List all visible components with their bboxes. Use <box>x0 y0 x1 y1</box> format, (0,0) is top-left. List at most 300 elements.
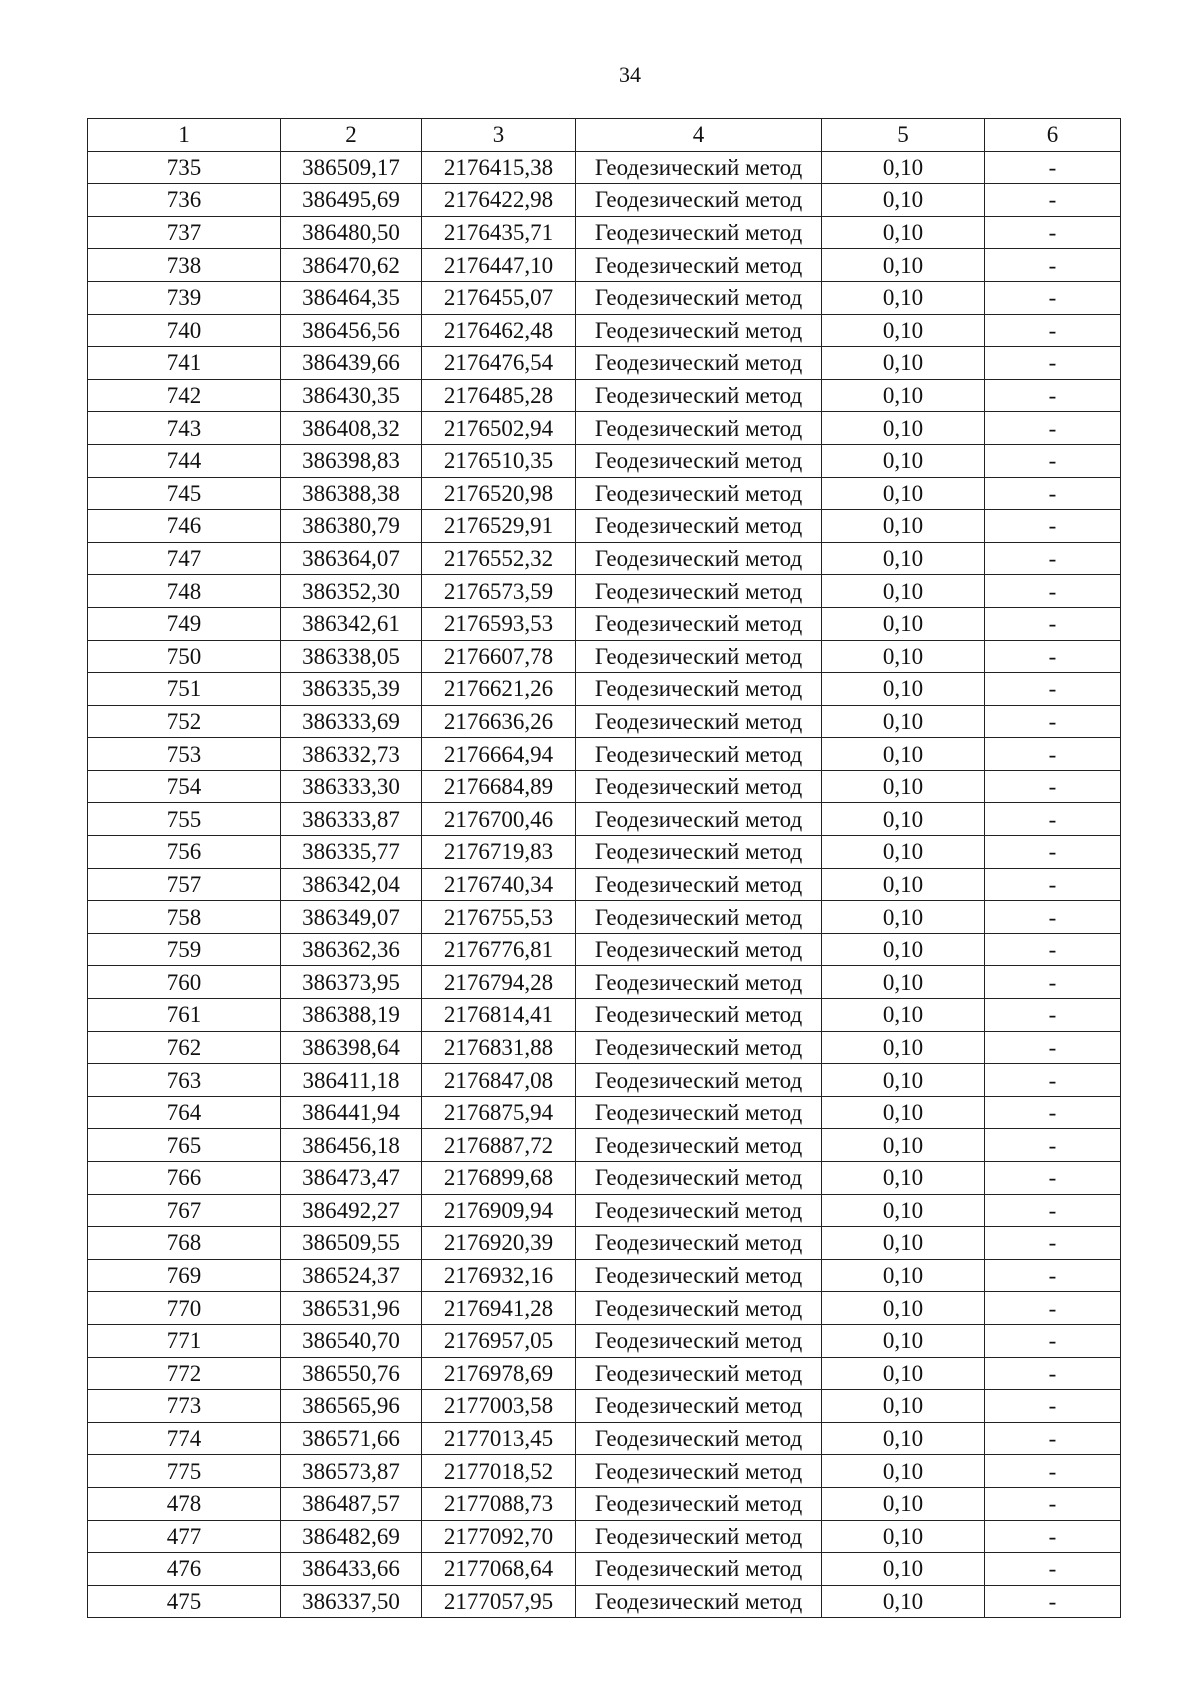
x-coordinate-cell: 386473,47 <box>281 1162 422 1195</box>
point-number-cell: 772 <box>88 1357 281 1390</box>
point-number-cell: 769 <box>88 1259 281 1292</box>
table-body <box>88 151 1121 1618</box>
x-coordinate-cell: 386398,64 <box>281 1031 422 1064</box>
remark-cell: - <box>985 379 1121 412</box>
point-number-cell: 743 <box>88 412 281 445</box>
header-cell-5: 5 <box>822 119 985 152</box>
y-coordinate-cell: 2176776,81 <box>422 933 576 966</box>
accuracy-cell: 0,10 <box>822 1031 985 1064</box>
method-cell: Геодезический метод <box>576 510 822 543</box>
table-row <box>88 444 1121 477</box>
accuracy-cell: 0,10 <box>822 1422 985 1455</box>
table-row <box>88 999 1121 1032</box>
y-coordinate-cell: 2177068,64 <box>422 1553 576 1586</box>
y-coordinate-cell: 2176593,53 <box>422 607 576 640</box>
x-coordinate-cell: 386411,18 <box>281 1064 422 1097</box>
method-cell: Геодезический метод <box>576 1096 822 1129</box>
table-row <box>88 966 1121 999</box>
method-cell: Геодезический метод <box>576 216 822 249</box>
table-row <box>88 1064 1121 1097</box>
point-number-cell: 737 <box>88 216 281 249</box>
y-coordinate-cell: 2176447,10 <box>422 249 576 282</box>
method-cell: Геодезический метод <box>576 542 822 575</box>
y-coordinate-cell: 2176684,89 <box>422 770 576 803</box>
remark-cell: - <box>985 770 1121 803</box>
accuracy-cell: 0,10 <box>822 868 985 901</box>
table-row <box>88 1259 1121 1292</box>
point-number-cell: 770 <box>88 1292 281 1325</box>
accuracy-cell: 0,10 <box>822 347 985 380</box>
method-cell: Геодезический метод <box>576 1520 822 1553</box>
table-row <box>88 1194 1121 1227</box>
accuracy-cell: 0,10 <box>822 738 985 771</box>
accuracy-cell: 0,10 <box>822 1227 985 1260</box>
accuracy-cell: 0,10 <box>822 1487 985 1520</box>
y-coordinate-cell: 2176932,16 <box>422 1259 576 1292</box>
accuracy-cell: 0,10 <box>822 1096 985 1129</box>
remark-cell: - <box>985 705 1121 738</box>
point-number-cell: 765 <box>88 1129 281 1162</box>
x-coordinate-cell: 386464,35 <box>281 281 422 314</box>
page-number: 34 <box>619 62 641 87</box>
x-coordinate-cell: 386565,96 <box>281 1390 422 1423</box>
method-cell: Геодезический метод <box>576 607 822 640</box>
table-row <box>88 151 1121 184</box>
x-coordinate-cell: 386456,56 <box>281 314 422 347</box>
method-cell: Геодезический метод <box>576 836 822 869</box>
point-number-cell: 771 <box>88 1324 281 1357</box>
point-number-cell: 749 <box>88 607 281 640</box>
x-coordinate-cell: 386337,50 <box>281 1585 422 1618</box>
accuracy-cell: 0,10 <box>822 216 985 249</box>
method-cell: Геодезический метод <box>576 314 822 347</box>
y-coordinate-cell: 2177057,95 <box>422 1585 576 1618</box>
table-row <box>88 1031 1121 1064</box>
remark-cell: - <box>985 216 1121 249</box>
x-coordinate-cell: 386380,79 <box>281 510 422 543</box>
point-number-cell: 740 <box>88 314 281 347</box>
x-coordinate-cell: 386333,87 <box>281 803 422 836</box>
table-row <box>88 477 1121 510</box>
method-cell: Геодезический метод <box>576 1553 822 1586</box>
point-number-cell: 773 <box>88 1390 281 1423</box>
method-cell: Геодезический метод <box>576 412 822 445</box>
point-number-cell: 766 <box>88 1162 281 1195</box>
remark-cell: - <box>985 510 1121 543</box>
table-row <box>88 770 1121 803</box>
x-coordinate-cell: 386342,61 <box>281 607 422 640</box>
table-row <box>88 1162 1121 1195</box>
point-number-cell: 738 <box>88 249 281 282</box>
y-coordinate-cell: 2177018,52 <box>422 1455 576 1488</box>
table-row <box>88 575 1121 608</box>
y-coordinate-cell: 2176831,88 <box>422 1031 576 1064</box>
remark-cell: - <box>985 184 1121 217</box>
remark-cell: - <box>985 347 1121 380</box>
header-cell-6: 6 <box>985 119 1121 152</box>
y-coordinate-cell: 2176957,05 <box>422 1324 576 1357</box>
remark-cell: - <box>985 933 1121 966</box>
header-cell-3: 3 <box>422 119 576 152</box>
table-row <box>88 379 1121 412</box>
table-row <box>88 249 1121 282</box>
point-number-cell: 477 <box>88 1520 281 1553</box>
header-cell-4: 4 <box>576 119 822 152</box>
table-row <box>88 314 1121 347</box>
y-coordinate-cell: 2177003,58 <box>422 1390 576 1423</box>
remark-cell: - <box>985 1553 1121 1586</box>
method-cell: Геодезический метод <box>576 673 822 706</box>
point-number-cell: 761 <box>88 999 281 1032</box>
point-number-cell: 767 <box>88 1194 281 1227</box>
point-number-cell: 759 <box>88 933 281 966</box>
x-coordinate-cell: 386524,37 <box>281 1259 422 1292</box>
point-number-cell: 774 <box>88 1422 281 1455</box>
accuracy-cell: 0,10 <box>822 314 985 347</box>
remark-cell: - <box>985 314 1121 347</box>
method-cell: Геодезический метод <box>576 1227 822 1260</box>
y-coordinate-cell: 2176573,59 <box>422 575 576 608</box>
header-cell-2: 2 <box>281 119 422 152</box>
x-coordinate-cell: 386550,76 <box>281 1357 422 1390</box>
x-coordinate-cell: 386487,57 <box>281 1487 422 1520</box>
x-coordinate-cell: 386509,55 <box>281 1227 422 1260</box>
accuracy-cell: 0,10 <box>822 477 985 510</box>
point-number-cell: 760 <box>88 966 281 999</box>
table-row <box>88 607 1121 640</box>
remark-cell: - <box>985 607 1121 640</box>
method-cell: Геодезический метод <box>576 1259 822 1292</box>
remark-cell: - <box>985 1357 1121 1390</box>
method-cell: Геодезический метод <box>576 1162 822 1195</box>
method-cell: Геодезический метод <box>576 184 822 217</box>
method-cell: Геодезический метод <box>576 477 822 510</box>
y-coordinate-cell: 2176920,39 <box>422 1227 576 1260</box>
method-cell: Геодезический метод <box>576 640 822 673</box>
x-coordinate-cell: 386441,94 <box>281 1096 422 1129</box>
accuracy-cell: 0,10 <box>822 1455 985 1488</box>
accuracy-cell: 0,10 <box>822 1520 985 1553</box>
table-row <box>88 1422 1121 1455</box>
remark-cell: - <box>985 1194 1121 1227</box>
point-number-cell: 755 <box>88 803 281 836</box>
point-number-cell: 741 <box>88 347 281 380</box>
method-cell: Геодезический метод <box>576 901 822 934</box>
point-number-cell: 753 <box>88 738 281 771</box>
remark-cell: - <box>985 1487 1121 1520</box>
remark-cell: - <box>985 1031 1121 1064</box>
y-coordinate-cell: 2176978,69 <box>422 1357 576 1390</box>
y-coordinate-cell: 2176899,68 <box>422 1162 576 1195</box>
method-cell: Геодезический метод <box>576 1585 822 1618</box>
x-coordinate-cell: 386362,36 <box>281 933 422 966</box>
table-row <box>88 836 1121 869</box>
remark-cell: - <box>985 542 1121 575</box>
table-row <box>88 1455 1121 1488</box>
table-row <box>88 1585 1121 1618</box>
x-coordinate-cell: 386540,70 <box>281 1324 422 1357</box>
accuracy-cell: 0,10 <box>822 281 985 314</box>
x-coordinate-cell: 386480,50 <box>281 216 422 249</box>
point-number-cell: 762 <box>88 1031 281 1064</box>
remark-cell: - <box>985 575 1121 608</box>
point-number-cell: 758 <box>88 901 281 934</box>
remark-cell: - <box>985 1162 1121 1195</box>
remark-cell: - <box>985 901 1121 934</box>
method-cell: Геодезический метод <box>576 444 822 477</box>
remark-cell: - <box>985 281 1121 314</box>
method-cell: Геодезический метод <box>576 151 822 184</box>
table-row <box>88 1390 1121 1423</box>
method-cell: Геодезический метод <box>576 705 822 738</box>
y-coordinate-cell: 2176422,98 <box>422 184 576 217</box>
table-row <box>88 216 1121 249</box>
accuracy-cell: 0,10 <box>822 510 985 543</box>
y-coordinate-cell: 2176455,07 <box>422 281 576 314</box>
y-coordinate-cell: 2176664,94 <box>422 738 576 771</box>
accuracy-cell: 0,10 <box>822 1553 985 1586</box>
header-row <box>88 119 1121 152</box>
point-number-cell: 775 <box>88 1455 281 1488</box>
table-row <box>88 347 1121 380</box>
accuracy-cell: 0,10 <box>822 1324 985 1357</box>
y-coordinate-cell: 2176502,94 <box>422 412 576 445</box>
method-cell: Геодезический метод <box>576 1422 822 1455</box>
y-coordinate-cell: 2176909,94 <box>422 1194 576 1227</box>
table-row <box>88 738 1121 771</box>
accuracy-cell: 0,10 <box>822 836 985 869</box>
x-coordinate-cell: 386470,62 <box>281 249 422 282</box>
accuracy-cell: 0,10 <box>822 1357 985 1390</box>
y-coordinate-cell: 2176462,48 <box>422 314 576 347</box>
y-coordinate-cell: 2176520,98 <box>422 477 576 510</box>
remark-cell: - <box>985 1129 1121 1162</box>
table-row <box>88 640 1121 673</box>
table-row <box>88 1292 1121 1325</box>
y-coordinate-cell: 2176740,34 <box>422 868 576 901</box>
y-coordinate-cell: 2177092,70 <box>422 1520 576 1553</box>
remark-cell: - <box>985 640 1121 673</box>
y-coordinate-cell: 2176476,54 <box>422 347 576 380</box>
accuracy-cell: 0,10 <box>822 444 985 477</box>
accuracy-cell: 0,10 <box>822 933 985 966</box>
method-cell: Геодезический метод <box>576 1487 822 1520</box>
point-number-cell: 742 <box>88 379 281 412</box>
remark-cell: - <box>985 999 1121 1032</box>
remark-cell: - <box>985 477 1121 510</box>
accuracy-cell: 0,10 <box>822 1194 985 1227</box>
x-coordinate-cell: 386456,18 <box>281 1129 422 1162</box>
remark-cell: - <box>985 1390 1121 1423</box>
accuracy-cell: 0,10 <box>822 542 985 575</box>
accuracy-cell: 0,10 <box>822 705 985 738</box>
x-coordinate-cell: 386388,38 <box>281 477 422 510</box>
accuracy-cell: 0,10 <box>822 803 985 836</box>
remark-cell: - <box>985 836 1121 869</box>
y-coordinate-cell: 2177088,73 <box>422 1487 576 1520</box>
table-row <box>88 868 1121 901</box>
method-cell: Геодезический метод <box>576 868 822 901</box>
point-number-cell: 739 <box>88 281 281 314</box>
method-cell: Геодезический метод <box>576 281 822 314</box>
x-coordinate-cell: 386571,66 <box>281 1422 422 1455</box>
y-coordinate-cell: 2176719,83 <box>422 836 576 869</box>
x-coordinate-cell: 386335,39 <box>281 673 422 706</box>
accuracy-cell: 0,10 <box>822 1292 985 1325</box>
point-number-cell: 748 <box>88 575 281 608</box>
remark-cell: - <box>985 1585 1121 1618</box>
x-coordinate-cell: 386373,95 <box>281 966 422 999</box>
point-number-cell: 736 <box>88 184 281 217</box>
method-cell: Геодезический метод <box>576 933 822 966</box>
accuracy-cell: 0,10 <box>822 575 985 608</box>
accuracy-cell: 0,10 <box>822 770 985 803</box>
y-coordinate-cell: 2176700,46 <box>422 803 576 836</box>
y-coordinate-cell: 2176847,08 <box>422 1064 576 1097</box>
point-number-cell: 478 <box>88 1487 281 1520</box>
point-number-cell: 752 <box>88 705 281 738</box>
accuracy-cell: 0,10 <box>822 640 985 673</box>
remark-cell: - <box>985 444 1121 477</box>
x-coordinate-cell: 386531,96 <box>281 1292 422 1325</box>
x-coordinate-cell: 386352,30 <box>281 575 422 608</box>
table-row <box>88 1324 1121 1357</box>
accuracy-cell: 0,10 <box>822 151 985 184</box>
y-coordinate-cell: 2176636,26 <box>422 705 576 738</box>
x-coordinate-cell: 386333,69 <box>281 705 422 738</box>
table-row <box>88 673 1121 706</box>
table-row <box>88 901 1121 934</box>
x-coordinate-cell: 386335,77 <box>281 836 422 869</box>
remark-cell: - <box>985 1064 1121 1097</box>
table-row <box>88 1227 1121 1260</box>
point-number-cell: 757 <box>88 868 281 901</box>
x-coordinate-cell: 386439,66 <box>281 347 422 380</box>
y-coordinate-cell: 2176510,35 <box>422 444 576 477</box>
method-cell: Геодезический метод <box>576 1455 822 1488</box>
table-row <box>88 1129 1121 1162</box>
accuracy-cell: 0,10 <box>822 184 985 217</box>
remark-cell: - <box>985 249 1121 282</box>
y-coordinate-cell: 2176435,71 <box>422 216 576 249</box>
point-number-cell: 750 <box>88 640 281 673</box>
accuracy-cell: 0,10 <box>822 1064 985 1097</box>
x-coordinate-cell: 386398,83 <box>281 444 422 477</box>
point-number-cell: 745 <box>88 477 281 510</box>
table-row <box>88 803 1121 836</box>
remark-cell: - <box>985 1292 1121 1325</box>
x-coordinate-cell: 386433,66 <box>281 1553 422 1586</box>
table-row <box>88 705 1121 738</box>
remark-cell: - <box>985 1455 1121 1488</box>
remark-cell: - <box>985 1259 1121 1292</box>
x-coordinate-cell: 386338,05 <box>281 640 422 673</box>
x-coordinate-cell: 386349,07 <box>281 901 422 934</box>
x-coordinate-cell: 386509,17 <box>281 151 422 184</box>
method-cell: Геодезический метод <box>576 770 822 803</box>
method-cell: Геодезический метод <box>576 966 822 999</box>
method-cell: Геодезический метод <box>576 249 822 282</box>
x-coordinate-cell: 386495,69 <box>281 184 422 217</box>
remark-cell: - <box>985 1096 1121 1129</box>
y-coordinate-cell: 2176529,91 <box>422 510 576 543</box>
table-row <box>88 1553 1121 1586</box>
table-row <box>88 933 1121 966</box>
method-cell: Геодезический метод <box>576 1031 822 1064</box>
table-row <box>88 542 1121 575</box>
accuracy-cell: 0,10 <box>822 1390 985 1423</box>
y-coordinate-cell: 2176621,26 <box>422 673 576 706</box>
method-cell: Геодезический метод <box>576 803 822 836</box>
accuracy-cell: 0,10 <box>822 1162 985 1195</box>
accuracy-cell: 0,10 <box>822 607 985 640</box>
y-coordinate-cell: 2176814,41 <box>422 999 576 1032</box>
method-cell: Геодезический метод <box>576 1129 822 1162</box>
point-number-cell: 763 <box>88 1064 281 1097</box>
table-header <box>88 119 1121 152</box>
method-cell: Геодезический метод <box>576 1390 822 1423</box>
method-cell: Геодезический метод <box>576 1324 822 1357</box>
method-cell: Геодезический метод <box>576 1292 822 1325</box>
x-coordinate-cell: 386482,69 <box>281 1520 422 1553</box>
point-number-cell: 747 <box>88 542 281 575</box>
remark-cell: - <box>985 673 1121 706</box>
x-coordinate-cell: 386573,87 <box>281 1455 422 1488</box>
point-number-cell: 475 <box>88 1585 281 1618</box>
method-cell: Геодезический метод <box>576 999 822 1032</box>
accuracy-cell: 0,10 <box>822 673 985 706</box>
y-coordinate-cell: 2176415,38 <box>422 151 576 184</box>
header-cell-1: 1 <box>88 119 281 152</box>
table-row <box>88 1096 1121 1129</box>
accuracy-cell: 0,10 <box>822 999 985 1032</box>
point-number-cell: 754 <box>88 770 281 803</box>
accuracy-cell: 0,10 <box>822 1585 985 1618</box>
remark-cell: - <box>985 151 1121 184</box>
method-cell: Геодезический метод <box>576 1064 822 1097</box>
remark-cell: - <box>985 868 1121 901</box>
y-coordinate-cell: 2176755,53 <box>422 901 576 934</box>
y-coordinate-cell: 2176552,32 <box>422 542 576 575</box>
accuracy-cell: 0,10 <box>822 1129 985 1162</box>
x-coordinate-cell: 386364,07 <box>281 542 422 575</box>
x-coordinate-cell: 386332,73 <box>281 738 422 771</box>
point-number-cell: 476 <box>88 1553 281 1586</box>
table-row <box>88 184 1121 217</box>
y-coordinate-cell: 2176887,72 <box>422 1129 576 1162</box>
accuracy-cell: 0,10 <box>822 412 985 445</box>
table-row <box>88 1357 1121 1390</box>
method-cell: Геодезический метод <box>576 1357 822 1390</box>
x-coordinate-cell: 386408,32 <box>281 412 422 445</box>
table-row <box>88 281 1121 314</box>
point-number-cell: 751 <box>88 673 281 706</box>
remark-cell: - <box>985 966 1121 999</box>
x-coordinate-cell: 386388,19 <box>281 999 422 1032</box>
remark-cell: - <box>985 738 1121 771</box>
coordinates-table <box>87 118 1121 1618</box>
x-coordinate-cell: 386492,27 <box>281 1194 422 1227</box>
point-number-cell: 768 <box>88 1227 281 1260</box>
y-coordinate-cell: 2176875,94 <box>422 1096 576 1129</box>
table-row <box>88 412 1121 445</box>
table-row <box>88 510 1121 543</box>
accuracy-cell: 0,10 <box>822 966 985 999</box>
remark-cell: - <box>985 1324 1121 1357</box>
point-number-cell: 764 <box>88 1096 281 1129</box>
x-coordinate-cell: 386430,35 <box>281 379 422 412</box>
accuracy-cell: 0,10 <box>822 379 985 412</box>
